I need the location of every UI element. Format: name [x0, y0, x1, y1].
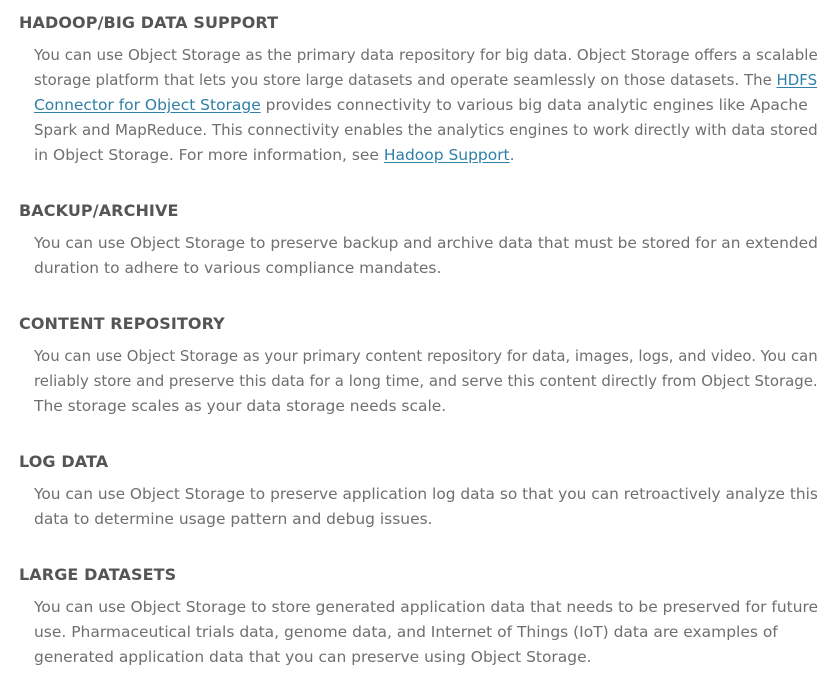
- hdfs-connector-link[interactable]: HDFS: [776, 71, 818, 89]
- section-body-backup: [34, 231, 824, 281]
- section-heading-content-repository: CONTENT REPOSITORY: [19, 314, 225, 333]
- body-line: You can use Object Storage to preserve application log data so that you can retroactively analyze this: [34, 485, 818, 503]
- body-line: [34, 143, 824, 168]
- body-text: in Object Storage. For more information, see: [34, 146, 384, 164]
- body-line: You can use Object Storage as the primary data repository for big data. Object Storage offers a scalable: [34, 46, 818, 64]
- body-line: The storage scales as your data storage needs scale.: [34, 397, 447, 415]
- section-body-content-repository: [34, 344, 824, 419]
- body-line: reliably store and preserve this data for a long time, and serve this content directly from Object Storage.: [34, 372, 818, 390]
- body-line: generated application data that you can preserve using Object Storage.: [34, 648, 592, 666]
- body-text: storage platform that lets you store large datasets and operate seamlessly on those datasets. The: [34, 71, 777, 89]
- section-heading-log-data: LOG DATA: [19, 452, 109, 471]
- body-line: duration to adhere to various compliance mandates.: [34, 259, 442, 277]
- section-body-large-datasets: [34, 595, 824, 670]
- section-heading-backup: BACKUP/ARCHIVE: [19, 201, 179, 220]
- body-text: provides connectivity to various big data analytic engines like Apache: [260, 96, 808, 114]
- body-line: You can use Object Storage as your primary content repository for data, images, logs, and video. You can: [34, 347, 818, 365]
- hdfs-connector-link-cont[interactable]: Connector for Object Storage: [34, 96, 261, 114]
- section-heading-hadoop: HADOOP/BIG DATA SUPPORT: [19, 13, 279, 32]
- section-body-log-data: [34, 482, 824, 532]
- body-text: .: [509, 146, 515, 164]
- body-line: use. Pharmaceutical trials data, genome data, and Internet of Things (IoT) data are examples of: [34, 623, 778, 641]
- body-line: [34, 93, 824, 118]
- hadoop-support-link[interactable]: Hadoop Support: [383, 146, 510, 164]
- section-heading-large-datasets: LARGE DATASETS: [19, 565, 177, 584]
- body-line: [34, 68, 824, 93]
- body-line: You can use Object Storage to preserve backup and archive data that must be stored for an extended: [34, 234, 818, 252]
- body-line: data to determine usage pattern and debug issues.: [34, 510, 433, 528]
- body-line: Spark and MapReduce. This connectivity enables the analytics engines to work directly with data stored: [34, 121, 818, 139]
- section-body-hadoop: [34, 43, 824, 168]
- body-line: You can use Object Storage to store generated application data that needs to be preserved for future: [34, 598, 819, 616]
